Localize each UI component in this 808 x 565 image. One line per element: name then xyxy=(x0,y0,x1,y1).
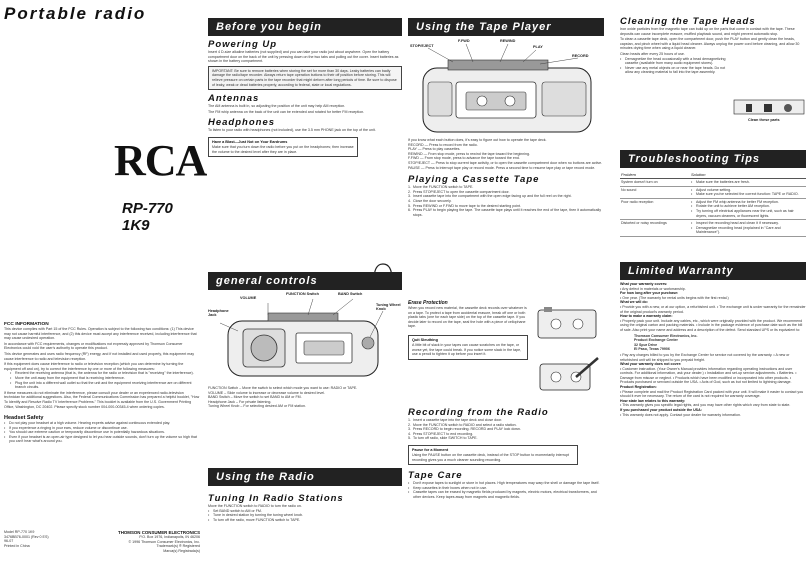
recording-title: Recording from the Radio xyxy=(408,407,549,418)
tape-item: REWIND — From stop mode, press to rewind the tape toward the beginning. xyxy=(408,151,531,156)
list-item: • If you experience a ringing in your ears, reduce volume or discontinue use. xyxy=(4,426,200,431)
list-item: • Demagnetize the head occasionally with a head demagnetizing cassette (available from many audio equipment stores). xyxy=(620,57,728,66)
list-item: • You should use extreme caution or temporarily discontinue use in potentially hazardous situations. xyxy=(4,430,200,435)
tape-item: PAUSE — Press to interrupt tape play or record mode. Press a second time to resume tape play or tape record mode. xyxy=(408,165,596,170)
section-bar-using-radio: Using the Radio xyxy=(208,468,402,486)
sleuthing-box xyxy=(408,335,528,360)
list-item: Press STOP/EJECT to end recording. xyxy=(413,431,474,436)
control-item: Headphone Jack – For private listening. xyxy=(208,399,272,404)
fcc-paragraph-3: This device generates and uses radio frequency (RF) energy, and if not installed and used properly, this equipment may cause interference to radio and television reception. xyxy=(4,351,195,361)
list-item: • Don't expose tapes to sunlight or store in hot places. High temperatures may warp the shell or damage the tape itself. xyxy=(408,481,604,486)
address-line: El Paso, Texas 79906 xyxy=(634,347,670,352)
solution-item: • Adjust volume setting. xyxy=(691,188,805,193)
footer-line: Marca(s) Registrada(s) xyxy=(163,548,200,553)
page-title: Portable radio xyxy=(4,4,147,23)
list-item: Move the FUNCTION switch to RADIO and select a radio station. xyxy=(413,422,517,427)
footer-line: 3476BB76-0001 (Rev 0 ES) xyxy=(4,534,49,539)
address-line: Thomson Consumer Electronics, Inc. xyxy=(634,333,698,338)
headphones-text: To listen to your radio with headphones (not included), use the 3.5 mm PHONE jack on the top of the unit. xyxy=(208,128,376,133)
fcc-paragraph-4: If this equipment does cause interference to radio or television reception (which you can determine by turning the equipment off and on), try to correct the interference by one or more of the following measures: xyxy=(4,362,184,371)
list-item: • Plug the unit into a different wall outlet so that the unit and the equipment receiving interference are on different branch circuits. xyxy=(10,381,200,390)
section-bar-troubleshooting: Troubleshooting Tips xyxy=(620,150,806,168)
pause-title: Pause for a Moment xyxy=(412,447,449,452)
tip-text: Make sure that you turn down the radio before you put on the headphones; then increase the volume to the desired level after they are in place. xyxy=(212,144,354,154)
exchange-address xyxy=(634,334,806,352)
fcc-measures xyxy=(10,371,200,389)
list-item: Press STOP/EJECT to open the cassette compartment door. xyxy=(413,189,510,194)
label-play: PLAY xyxy=(533,45,543,49)
tuning-text: Move the FUNCTION switch to RADIO to turn the radio on. xyxy=(208,504,302,508)
footer-line: © 1996 Thomson Consumer Electronics, Inc. xyxy=(128,539,200,544)
powering-up-text: Insert 4 D-size alkaline batteries (not supplied) and you can take your radio just about anywhere. Open the battery compartment door on the back of the unit by pressing down on the two tabs and pulling out the cover. Insert batteries as shown in the battery compartment. xyxy=(208,50,399,64)
radio-controls-diagram xyxy=(208,293,402,383)
company-name: THOMSON CONSUMER ELECTRONICS xyxy=(118,530,200,535)
section-bar-before-you-begin: Before you begin xyxy=(208,18,402,36)
cleaning-title: Cleaning the Tape Heads xyxy=(620,16,756,27)
antennas-text-2: The FM whip antenna on the back of the unit can be extended and rotated for better FM reception. xyxy=(208,109,365,114)
solution-item: • Adjust the FM whip antenna for better FM reception. xyxy=(691,200,805,205)
list-item: • To turn off the radio, move FUNCTION switch to TAPE. xyxy=(208,518,402,523)
list-item: • Tune in desired station by turning the tuning wheel knob. xyxy=(208,513,402,518)
list-item: • Reorient the receiving antenna (that is, the antenna for the radio or television that is "receiving" the interference). xyxy=(10,371,200,376)
solution-item: • Rotate the unit to achieve better AM reception. xyxy=(691,204,805,209)
control-item: Tuning Wheel Knob – For selecting desired AM or FM station. xyxy=(208,404,306,409)
footer-company-info xyxy=(68,530,200,553)
antennas-title: Antennas xyxy=(208,93,260,105)
control-item: BAND Switch – Move the switch to set BAND to AM or FM. xyxy=(208,395,302,400)
list-item: Press RECORD to begin recording. RECORD and PLAY lock down. xyxy=(413,427,521,432)
list-item: Move the FUNCTION switch to TAPE. xyxy=(413,185,474,190)
warranty-paragraph: • This warranty does not apply. Contact your dealer for warranty information. xyxy=(620,412,741,417)
control-item: FUNCTION Switch – Move the switch to select which mode you want to use: RADIO or TAPE. xyxy=(208,386,358,390)
list-item: Close the door securely. xyxy=(413,198,452,203)
tape-item: STOP/EJECT — Press to stop current tape activity, or to open the cassette compartment door when no buttons are active. xyxy=(408,160,603,165)
label-record: RECORD xyxy=(572,54,589,58)
problem-cell: Distorted or noisy recordings xyxy=(620,220,690,237)
tape-care-title: Tape Care xyxy=(408,470,463,482)
label-ffwd: F.FWD xyxy=(458,39,470,43)
cleaning-text-3: Clean heads after every 25 hours of use. xyxy=(620,51,685,56)
label-stop-eject: STOP/EJECT xyxy=(410,44,434,48)
model-number: RP-770 1K9 xyxy=(122,200,173,234)
antennas-text-1: The AM antenna is built in, so adjusting the position of the unit may help AM reception. xyxy=(208,104,346,109)
warranty-heading: Product Registration: xyxy=(620,385,657,390)
table-row xyxy=(620,186,806,198)
warranty-heading: How state law relates to this warranty: xyxy=(620,398,686,403)
cassette-icon xyxy=(534,304,602,342)
fcc-paragraph-5: If these measures do not eliminate the interference, please consult your dealer or an experienced radio-television technician for additional suggestions. Also, the Federal Communications Commission has prepared a helpful booklet, "How To Identify and Resolve Radio TV Interference Problems." This booklet is available from the U.S. Government Printing Office, Washington, DC 20402. Please specify stock number 004-000-00345-4 when ordering copies. xyxy=(4,390,200,409)
label-tuning-wheel: Tuning Wheel Knob xyxy=(376,303,401,311)
warranty-paragraph: • This warranty gives you specific legal rights, and you may have other rights which vary from state to state. xyxy=(620,403,791,408)
list-item: • Never use any metal objects on or near the tape heads. Do not allow any cleaning material to fall into the tape assembly. xyxy=(620,66,728,75)
table-header: Problem xyxy=(620,171,690,179)
troubleshooting-table xyxy=(620,171,806,237)
erase-protection-title: Erase Protection xyxy=(408,300,448,306)
section-bar-warranty: Limited Warranty xyxy=(620,262,806,280)
headset-safety-title: Headset Safety xyxy=(4,415,44,422)
solution-item: • Try turning off electrical appliances near the unit, such as hair dryers, vacuum cleaners, or fluorescent lights. xyxy=(691,209,805,218)
tape-item: RECORD — Press to record from the radio. xyxy=(408,142,478,147)
warranty-paragraph: • Customer instruction. (Your Owner's Manual provides information regarding operating instructions and user controls. For additional information, ask your dealer.) • Installation and set-up service adjustments. • Batteries. • Damage from misuse or neglect. • Products which have been modified or incorporated into other products. • Products purchased or serviced outside the USA. • Acts of God, such as but not limited to lightning damage. xyxy=(620,366,797,385)
warranty-heading: What your warranty does not cover: xyxy=(620,362,682,367)
control-item: VOLUME – Slide volume to increase or decrease volume to desired level. xyxy=(208,390,326,395)
warranty-heading: If you purchased your product outside the USA: xyxy=(620,408,702,413)
warranty-paragraph: • Properly pack your unit. Include any cables, etc., which were originally provided with the product. We recommend using the original carton and packing materials. • Include in the package evidence of purchase date such as the bill of sale. Also print your name and address and a description of the defect. Send standard UPS or its equivalent to: xyxy=(620,318,803,332)
warranty-paragraph: • Please complete and mail the Product Registration Card packed with your unit. It will make it easier to contact you should it ever be necessary. The return of the card is not required for warranty coverage. xyxy=(620,389,804,399)
footer-line: P.O. Box 1976, Indianapolis, IN 46206 xyxy=(139,535,200,539)
section-bar-general-controls: general controls xyxy=(208,272,402,290)
sleuthing-text: A little bit of slack in your tapes can cause scratches on the tape, or worse yet, the tape could break. If you notice some slack in the tape, use a pencil to tighten it up before you insert it. xyxy=(412,342,522,357)
list-item: • Do not play your headset at a high volume. Hearing experts advise against continuous extended play. xyxy=(4,421,200,426)
list-item: • Keep cassettes in their boxes when not in use. xyxy=(408,486,604,491)
cleaning-text-1: Iron oxide particles from the magnetic tape can build up on the parts that come in contact with the tape. These deposits can cause incomplete erasure, muffled playback sound, and might prevent automatic stop. xyxy=(620,27,795,36)
list-item: • Move the unit away from the equipment that is receiving interference. xyxy=(10,376,200,381)
tape-item: PLAY — Press to play cassettes. xyxy=(408,147,461,152)
list-item: • Even if your headset is an open-air type designed to let you hear outside sounds, don't turn up the volume so high that you can't hear what's around you. xyxy=(4,435,200,444)
tape-player-diagram xyxy=(408,38,604,136)
fcc-paragraph-1: This device complies with Part 15 of the FCC Rules. Operation is subject to the following two conditions: (1) This device may not cause harmful interference, and (2) this device must accept any interference received, including interference that may cause undesired operation. xyxy=(4,327,197,341)
tip-title: Have a Blast—Just Not on Your Eardrums xyxy=(212,139,288,144)
section-bar-tape-player: Using the Tape Player xyxy=(408,18,604,36)
column-3 xyxy=(408,0,604,565)
clean-parts-label: Clean these parts xyxy=(748,118,780,122)
headset-safety-list xyxy=(4,421,200,444)
solution-item: • Make sure you've selected the correct function: TAPE or RADIO. xyxy=(691,192,805,197)
recording-steps xyxy=(408,418,604,441)
pause-text: Using the PAUSE button on the cassette deck, instead of the STOP button to momentarily interrupt recording gives you a much cleaner sounding recording. xyxy=(412,452,570,462)
footer-line: Model RP-770 1K9 xyxy=(4,530,35,534)
solution-item: • Make sure the batteries are fresh. xyxy=(691,180,805,185)
headphones-title: Headphones xyxy=(208,117,276,129)
warranty-text xyxy=(620,282,806,417)
tuning-title: Tuning In Radio Stations xyxy=(208,493,344,504)
table-header: Solution xyxy=(690,171,806,179)
list-item: Insert cassette tape into the compartment with the open edge facing up and the full reel on the right. xyxy=(413,194,572,199)
label-volume: VOLUME xyxy=(240,296,257,300)
tape-care-list xyxy=(408,481,604,499)
important-text: IMPORTANT: Be sure to remove batteries when storing the set for more than 30 days. Leaky batteries can badly damage the radio/tape recorder. Always return tape operation buttons to their off position before storing. This will relieve pressure on certain parts in the tape recorder that might deform after long periods of time. Be sure to dispose of leaky, weak or dead batteries properly, according to federal, state or local regulations. xyxy=(212,68,397,87)
address-line: 32 Spur Drive xyxy=(634,342,658,347)
powering-up-title: Powering Up xyxy=(208,39,278,50)
table-row xyxy=(620,220,806,237)
warranty-heading: What we will do: xyxy=(620,300,648,305)
pencil-cassette-icon xyxy=(536,356,602,396)
solution-item: • Demagnetize recording head (explained in "Care and Maintenance"). xyxy=(691,226,805,235)
fcc-paragraph-2: In accordance with FCC requirements, changes or modifications not expressly approved by Thomson Consumer Electronics could void the user's authority to operate this product. xyxy=(4,341,183,351)
list-item: Insert a cassette tape into the tape deck and close door. xyxy=(413,418,503,422)
list-item: • Cassette tapes can be erased by magnetic fields produced by magnets, electric motors, electrical transformers, and other devices. Keep tapes away from magnets and magnetic fields. xyxy=(408,490,604,499)
cleaning-text-2: To clean a cassette tape deck, open the compartment door, push the PLAY button and gently clean the heads, capstan, and pinch wheel with a liquid head cleaner. Always unplug the power cord before cleaning, and allow 30 minutes drying time when using a liquid cleaner. xyxy=(620,37,800,51)
list-item: To turn off radio, slide SWITCH to TAPE. xyxy=(413,436,478,441)
warranty-paragraph: • Any defect in materials or workmanship. xyxy=(620,286,686,291)
playing-cassette-title: Playing a Cassette Tape xyxy=(408,174,540,186)
footer-line: Printed in China xyxy=(4,543,30,548)
warranty-paragraph: • Provide you with a new, or at our option, a refurbished unit. • The exchange unit is under warranty for the remainder of the original product's warranty period. xyxy=(620,304,806,314)
footer-line: 96-07 xyxy=(4,539,14,544)
sleuthing-title: Quit Sleuthing xyxy=(412,337,438,342)
warranty-heading: What your warranty covers: xyxy=(620,282,668,286)
tuning-list xyxy=(208,509,402,523)
tape-item: F.FWD — From stop mode, press to advance the tape toward the end. xyxy=(408,156,520,161)
warranty-paragraph: • Pay any charges billed to you by the Exchange Center for service not covered by the warranty. • A new or refurbished unit will be shipped to you prepaid freight. xyxy=(620,352,790,362)
address-line: Product Exchange Center xyxy=(634,338,678,343)
problem-cell: Poor radio reception xyxy=(620,198,690,219)
cleaning-list xyxy=(620,57,728,75)
warranty-paragraph: • One year. (The warranty for rental units begins with the first rental.) xyxy=(620,295,729,300)
table-row xyxy=(620,179,806,187)
label-rewind: REWIND xyxy=(500,39,516,43)
tape-intro: If you know what each button does, it's easy to figure out how to operate the tape deck. xyxy=(408,138,547,142)
column-2 xyxy=(208,0,402,565)
warranty-heading: For how long after your purchase: xyxy=(620,291,679,296)
playing-steps xyxy=(408,185,604,217)
label-function-switch: FUNCTION Switch xyxy=(286,292,319,296)
list-item: • Set BAND switch to AM or FM. xyxy=(208,509,402,514)
solution-item: • Inspect the recording head and clean it if necessary. xyxy=(691,221,805,226)
column-4 xyxy=(620,0,806,565)
warranty-heading: How to make a warranty claim: xyxy=(620,314,673,319)
footer-line: Trademark(s) ® Registered xyxy=(156,544,200,549)
pause-box xyxy=(408,445,578,465)
erase-protection-text: When you record new material, the cassette deck records over whatever is on a tape. To protect a tape from accidental erasure, break off one or both plastic tabs (one for each tape side) on the top of the cassette tape. If you decide later to record on the tape, seal the hole with a piece of cellophane tape. xyxy=(408,306,527,329)
footer-model-info xyxy=(4,530,64,548)
problem-cell: System doesn't turn on xyxy=(620,179,690,187)
label-headphone-jack: Headphone Jack xyxy=(208,309,229,317)
important-box xyxy=(208,66,402,90)
list-item: Press PLAY to begin playing the tape. The cassette tape plays until it reaches the end of the tape, then it automatically stops. xyxy=(413,208,601,217)
controls-list xyxy=(208,386,402,409)
fcc-title: FCC INFORMATION xyxy=(4,322,49,327)
rca-logo xyxy=(114,135,206,186)
label-band-switch: BAND Switch xyxy=(338,292,363,296)
table-row xyxy=(620,198,806,219)
problem-cell: No sound xyxy=(620,186,690,198)
radio-illustration xyxy=(208,293,402,383)
tip-box xyxy=(208,137,358,157)
tape-deck-illustration xyxy=(408,38,604,136)
brand-name: RCA xyxy=(114,136,207,185)
column-1 xyxy=(4,0,207,565)
list-item: Press REWIND or F.FWD to move tape to the desired starting point. xyxy=(413,203,522,208)
